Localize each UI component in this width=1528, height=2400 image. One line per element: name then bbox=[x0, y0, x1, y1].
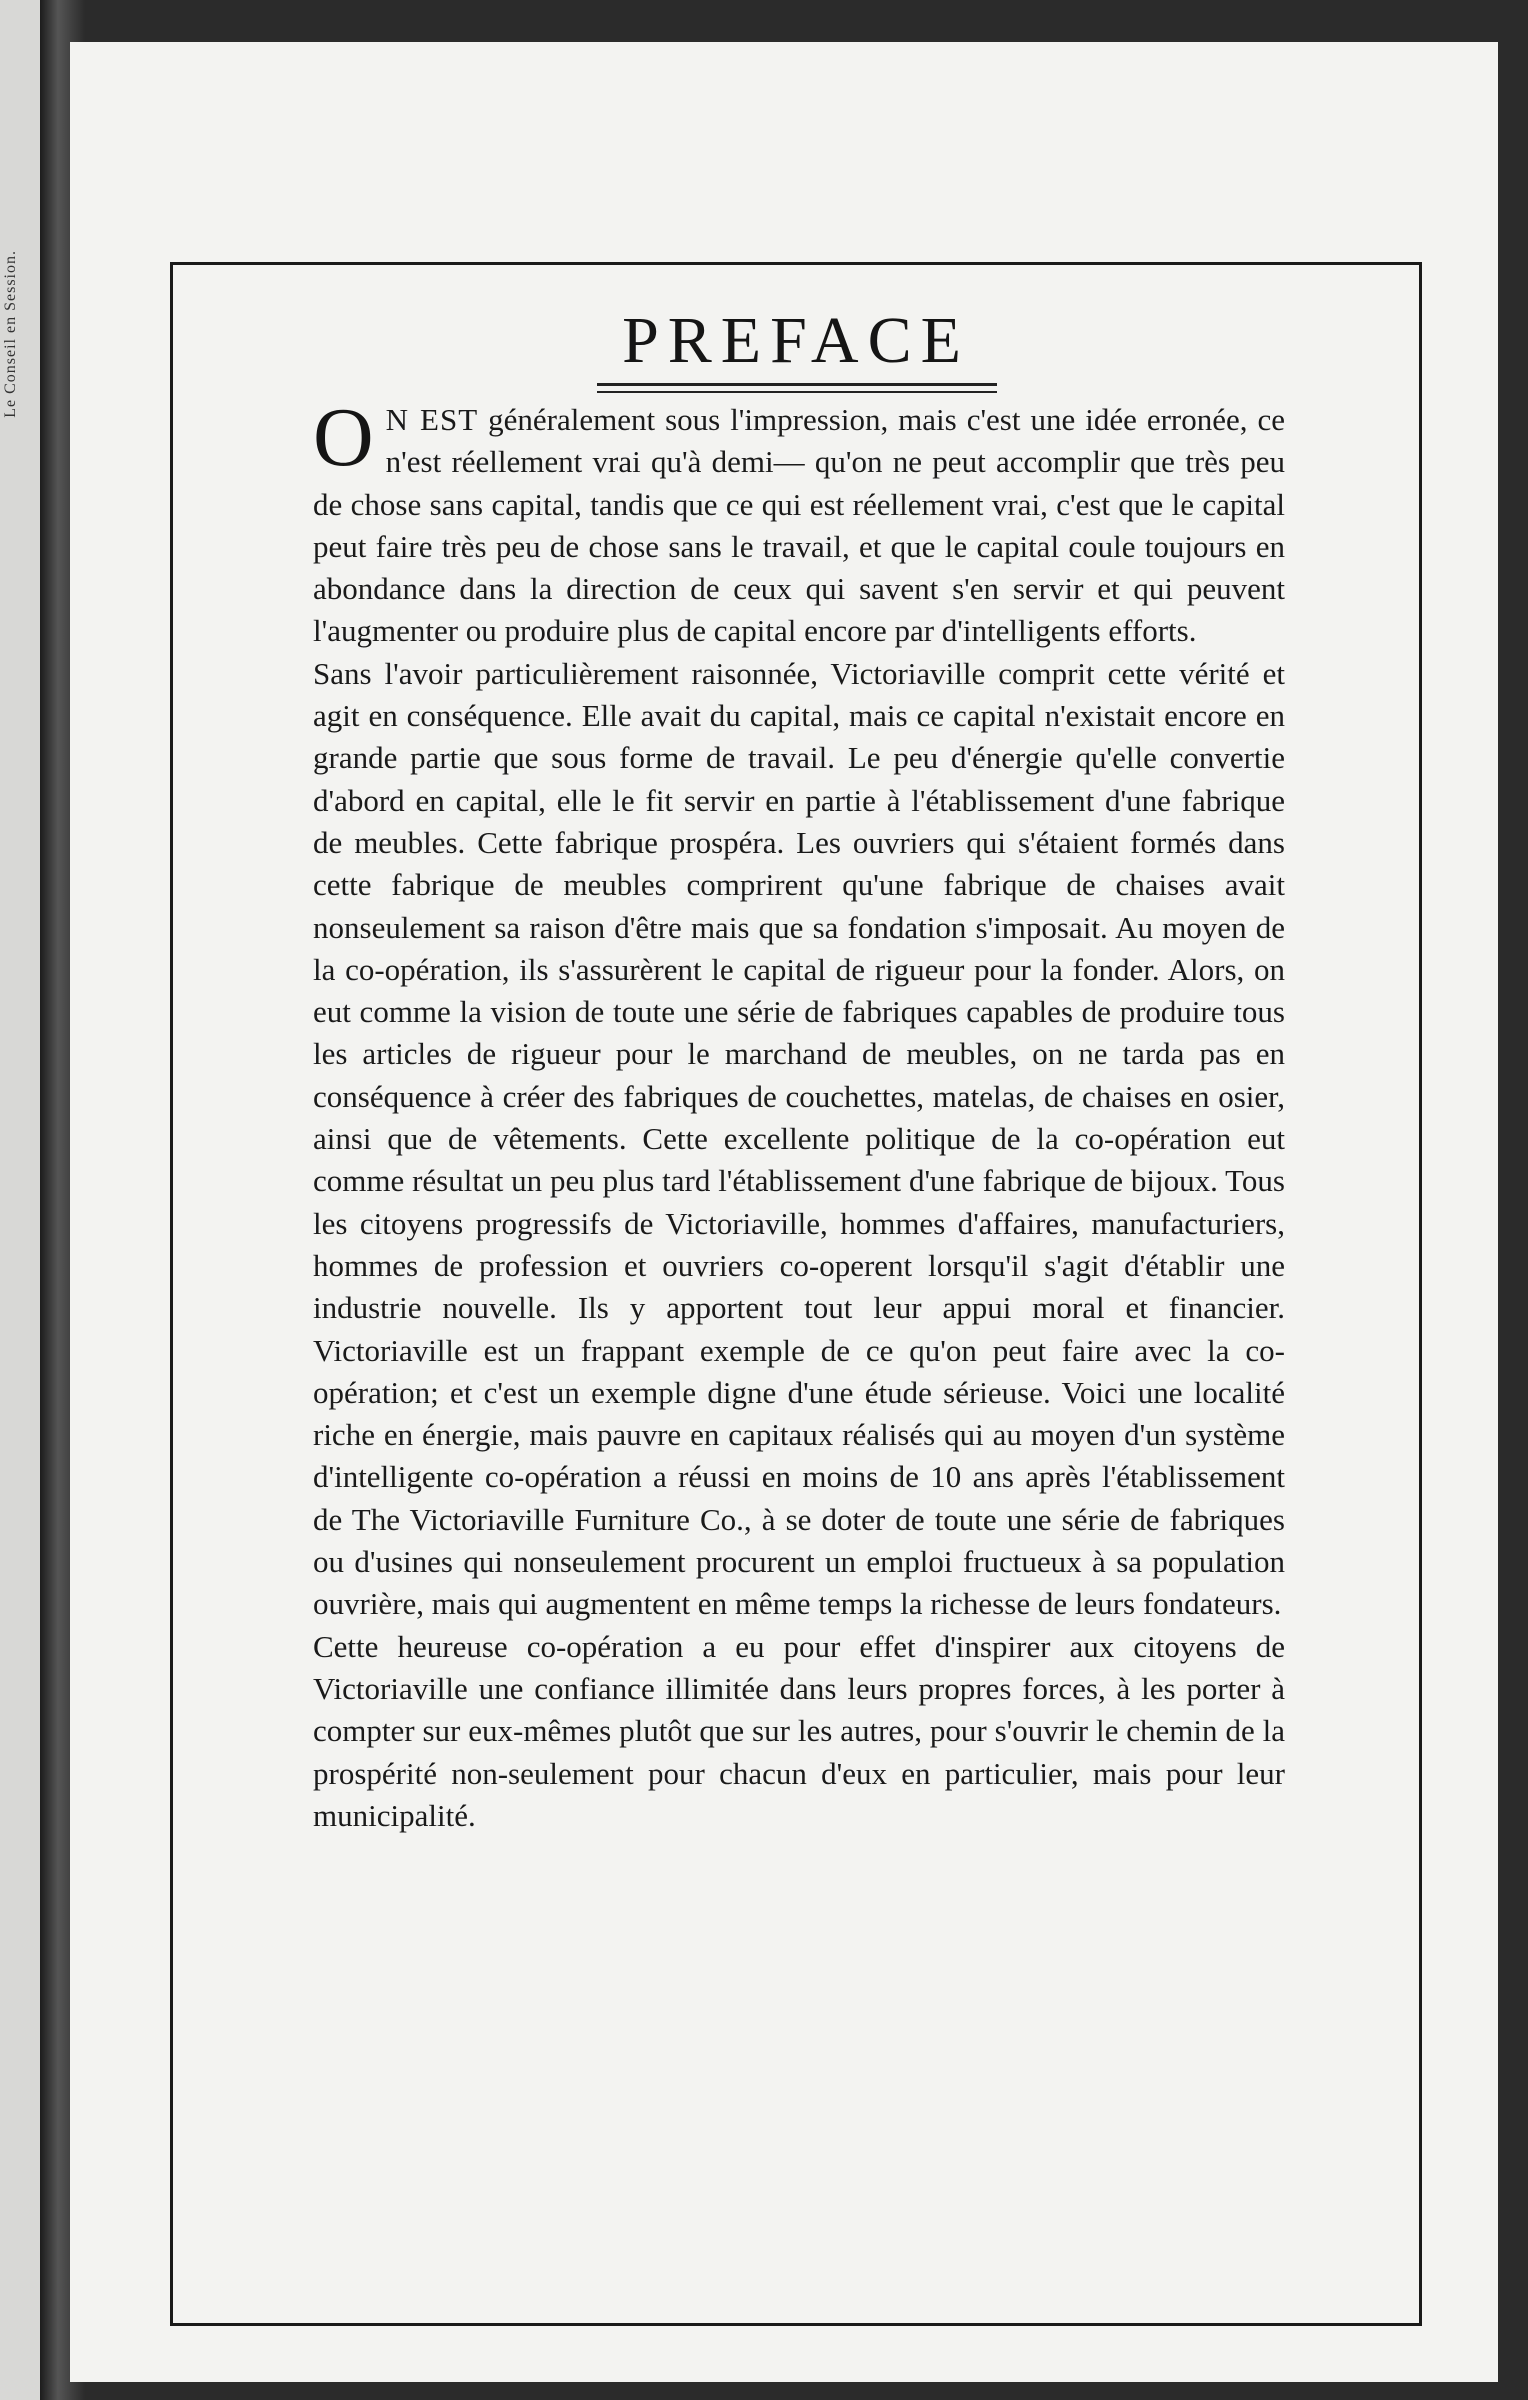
paragraph-1-text: généralement sous l'impression, mais c'est une idée erronée, ce n'est réellement vrai qu'à demi— qu'on ne peut accomplir que très peu de chose sans capital, tandis que ce qui est réellement vrai, c'est que le capital peut faire très peu de chose sans le travail, et que le capital coule toujours en abondance dans la direction de ceux qui savent s'en servir et qui peuvent l'augmenter ou produire plus de capital encore par d'intelligents efforts. bbox=[313, 402, 1285, 649]
page-title: PREFACE bbox=[622, 304, 970, 377]
adjacent-page-strip bbox=[0, 0, 40, 2400]
drop-cap: O bbox=[313, 391, 374, 484]
title-underline-double bbox=[597, 391, 997, 393]
lead-in: N EST bbox=[385, 402, 479, 437]
paragraph-3: Cette heureuse co-opération a eu pour effet d'inspirer aux citoyens de Victoriaville une confiance illimitée dans leurs propres forces, à les porter à compter sur eux-mêmes plutôt que sur les autres, pour s'ouvrir le chemin de la prospérité non-seulement pour chacun d'eux en particulier, mais pour leur municipalité. bbox=[313, 1628, 1285, 1833]
title-underline bbox=[597, 383, 997, 386]
spine-caption: Le Conseil en Session. bbox=[2, 250, 19, 418]
text-frame bbox=[170, 262, 1422, 2326]
paragraph-1 bbox=[313, 391, 1285, 653]
paragraph-2: Sans l'avoir particulièrement raisonnée, Victoriaville comprit cette vérité et agit en conséquence. Elle avait du capital, mais ce capital n'existait encore en grande partie que sous forme de travail. Le peu d'énergie qu'elle convertie d'abord en capital, elle le fit servir en partie à l'établissement d'une fabrique de meubles. Cette fabrique prospéra. Les ouvriers qui s'étaient formés dans cette fabrique de meubles comprirent qu'une fabrique de chaises avait nonseulement sa raison d'être mais que sa fondation s'imposait. Au moyen de la co-opération, ils s'assurèrent le capital de rigueur pour la fonder. Alors, on eut comme la vision de toute une série de fabriques capables de produire tous les articles de rigueur pour le marchand de meubles, on ne tarda pas en conséquence à créer des fabriques de couchettes, matelas, de chaises en osier, ainsi que de vêtements. Cette excellente politique de la co-opération eut comme résultat un peu plus tard l'établissement d'une fabrique de bijoux. Tous les citoyens progressifs de Victoriaville, hommes d'affaires, manufacturiers, hommes de profession et ouvriers co-operent lorsqu'il s'agit d'établir une industrie nouvelle. Ils y apportent tout leur appui moral et financier. Victoriaville est un frappant exemple de ce qu'on peut faire avec la co-opération; et c'est un exemple digne d'une étude sérieuse. Voici une localité riche en énergie, mais pauvre en capitaux réalisés qui au moyen d'un système d'intelligente co-opération a réussi en moins de 10 ans après l'établissement de The Victoriaville Furniture Co., à se doter de toute une série de fabriques ou d'usines qui nonseulement procurent un emploi fructueux à sa population ouvrière, mais qui augmentent en même temps la richesse de leurs fondateurs. bbox=[313, 655, 1285, 1622]
body-text bbox=[313, 391, 1285, 1837]
document-page bbox=[70, 42, 1498, 2382]
